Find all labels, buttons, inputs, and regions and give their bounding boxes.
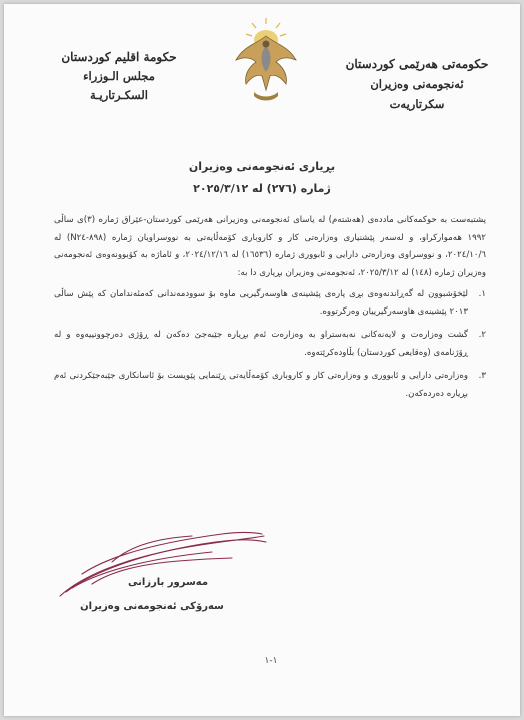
decision-number-date: ژمارە (٢٧٦) لە ٢٠٢٥/٣/١٢: [193, 182, 331, 195]
decision-heading: بڕیاری ئەنجومەنی وەزیران: [188, 160, 336, 173]
header-kurdish: [332, 54, 502, 114]
decision-preamble: پشتبەست بە حوکمەکانی ماددەی (هەشتەم) لە یاسای ئەنجومەنی وەزیرانی هەرێمی کوردستان-عێراق ژمارە (٣)ی ساڵی ١٩٩٢ هەموارکراو، و لەسەر پێشنیاری وەزارەتی کار و کاروباری کۆمەڵایەتی بە نووسراویان ژمارە (٨٩٨-N٢٤) لە ٢٠٢٤/١٠/٦، و نووسراوی وەزارەتی دارایی و ئابووری ژمارە (١٦٥٣٦) لە ٢٠٢٤/١٢/١٦، و ئاماژە بە کۆبوونەوەی ئەنجومەنی وەزیران ژمارە (١٤٨) لە ٢٠٢٥/٣/١٢، ئەنجومەنی وەزیران بڕیاری دا بە:: [54, 215, 487, 278]
header-arabic: [34, 48, 204, 105]
header-kurdish-secretariat: سکرتاریەت: [389, 97, 445, 111]
item-number: ٣.: [478, 371, 486, 381]
decision-item: [54, 286, 486, 321]
kurdistan-eagle-emblem-icon: [230, 16, 302, 104]
signatory-title: سەرۆکی ئەنجومەنی وەزیران: [80, 601, 224, 612]
handwritten-signature: [52, 514, 272, 604]
header-arabic-government: حكومة اقليم كوردستان: [61, 50, 177, 64]
decision-item: [54, 368, 486, 403]
signatory-name: مەسرور بارزانی: [127, 577, 209, 588]
item-number: ٢.: [478, 330, 486, 340]
page-number: ١-١: [264, 656, 278, 666]
item-number: ١.: [478, 289, 486, 299]
header-kurdish-government: حكومەتی هەرێمی کوردستان: [345, 57, 489, 71]
header-arabic-council: مجلس الـوزراء: [83, 69, 155, 83]
decision-items: [54, 286, 486, 403]
item-text: وەزارەتی دارایی و ئابووری و وەزارەتی کار و کاروباری کۆمەڵایەتی ڕێنمایی پێویست بۆ ئاسانکاری جێبەجێکردنی ئەم بڕیارە دەردەکەن.: [54, 371, 468, 399]
decision-item: [54, 327, 486, 362]
item-text: گشت وەزارەت و لایەنەکانی نەبەستراو بە وەزارەت ئەم بڕیارە جێبەجێ دەکەن لە ڕۆژی دەرچوونییەوە و لە ڕۆژنامەی (وەقایعی کوردستان) بڵاودەکرێتەوە.: [54, 330, 468, 358]
header-arabic-secretariat: السكـرتاريـة: [89, 88, 149, 102]
decision-body: [54, 212, 486, 409]
header-kurdish-council: ئەنجومەنی وەزیران: [370, 77, 464, 91]
decision-title: [4, 156, 520, 200]
document-page: [4, 4, 520, 716]
item-text: لێخۆشبوون لە گەڕاندنەوەی بڕی پارەی پێشینەی هاوسەرگیریی ماوە بۆ سوودمەندانی کەمئەندامان کە پێش ساڵی ٢٠١٣ پێشینەی هاوسەرگیرییان وەرگرتووە.: [54, 289, 468, 317]
